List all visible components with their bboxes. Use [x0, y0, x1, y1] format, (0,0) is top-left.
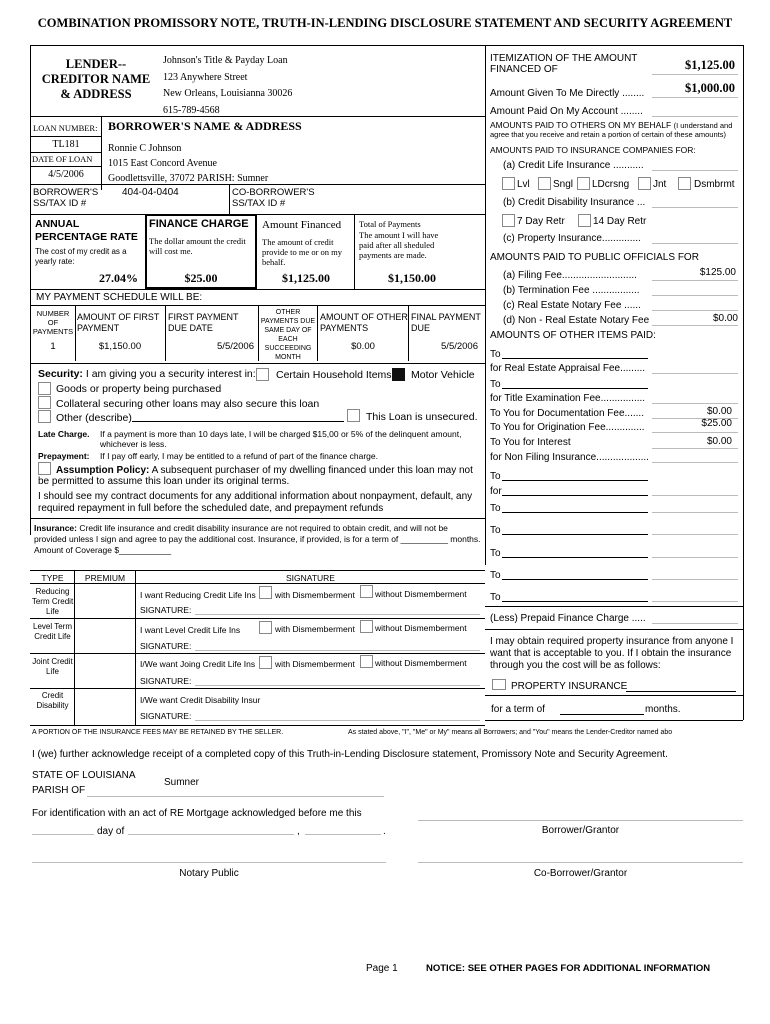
other-items-label: AMOUNTS OF OTHER ITEMS PAID:	[490, 330, 656, 341]
borrower-heading: BORROWER'S NAME & ADDRESS	[108, 119, 302, 133]
lender-address1: 123 Anywhere Street	[163, 71, 248, 83]
schedule-col-first-due: FIRST PAYMENT DUE DATE	[168, 312, 239, 333]
document-title: COMBINATION PROMISSORY NOTE, TRUTH-IN-LENDING DISCLOSURE STATEMENT AND SECURITY AGREEMENT	[37, 16, 733, 30]
borrower-ssn-label: BORROWER'S SS/TAX ID #	[33, 187, 99, 209]
assumption-text: A subsequent purchaser of my dwelling financed under this loan may not be permitted to assume this loan under its original terms.	[38, 465, 473, 487]
apr-value: 27.04%	[99, 271, 138, 285]
ins-sig-joint: SIGNATURE:	[140, 676, 192, 686]
unsecured-checkbox[interactable]	[347, 409, 360, 422]
state-label: STATE OF LOUISIANA	[32, 770, 136, 781]
insurance-block	[34, 523, 482, 556]
security-line	[38, 368, 256, 380]
credit-life-label: (a) Credit Life Insurance ...........	[503, 160, 644, 171]
joint-without-checkbox[interactable]	[360, 655, 373, 668]
paid-others-block	[490, 121, 742, 139]
to-line-3: To	[490, 471, 501, 482]
loan-date-label: DATE OF LOAN	[32, 154, 93, 164]
property-insurance-checkbox[interactable]	[492, 679, 506, 690]
sngl-label: Sngl	[553, 179, 574, 190]
contract-note: I should see my contract documents for any additional information about nonpayment, default, any required repayment in full before the scheduled date, and prepayment refunds	[38, 491, 473, 514]
schedule-heading: MY PAYMENT SCHEDULE WILL BE:	[36, 292, 203, 303]
origination-value: $25.00	[701, 418, 732, 429]
lvl-checkbox[interactable]	[502, 177, 515, 190]
household-label: Certain Household Items	[276, 369, 392, 381]
ins-want-reducing: I want Reducing Credit Life Ins	[140, 590, 256, 600]
appraisal-label: for Real Estate Appraisal Fee.........	[490, 363, 646, 374]
ins-type-level: Level Term Credit Life	[33, 622, 72, 641]
to-line-2: To	[490, 379, 501, 390]
finance-charge-value: $25.00	[184, 271, 218, 285]
schedule-col-amount-other: AMOUNT OF OTHER PAYMENTS	[320, 312, 408, 333]
ins-sig-level: SIGNATURE:	[140, 641, 192, 651]
total-payments-desc: The amount I will have paid after all sheduled payments are made.	[359, 230, 439, 260]
interest-value: $0.00	[706, 436, 732, 447]
documentation-label: To You for Documentation Fee.......	[490, 408, 644, 419]
jnt-checkbox[interactable]	[638, 177, 651, 190]
day-of-label: day of	[97, 826, 125, 837]
motor-vehicle-label: Motor Vehicle	[411, 369, 475, 381]
household-checkbox[interactable]	[256, 368, 269, 381]
level-with-checkbox[interactable]	[259, 621, 272, 634]
origination-label: To You for Origination Fee..............	[490, 422, 645, 433]
disability-label: (b) Credit Disability Insurance ...	[503, 197, 646, 208]
late-charge-label: Late Charge.	[38, 429, 90, 439]
total-payments-value: $1,150.00	[388, 271, 436, 285]
amount-given-value: $1,000.00	[685, 81, 735, 95]
schedule-amount-other: $0.00	[351, 341, 375, 352]
property-insurance-text: I may obtain required property insurance from anyone I want that is acceptable to you. If I obtain the insurance through you the cost will be as follows:	[490, 636, 734, 671]
joint-with-checkbox[interactable]	[259, 656, 272, 669]
filing-fee-value: $125.00	[699, 267, 736, 278]
insurance-text: Credit life insurance and credit disability insurance are not required to obtain credit, and will not be provided unless I sign and agree to pay the additional cost. Insurance, if provided, is for a term of __________ months. Amount of Coverage $___________	[34, 523, 481, 555]
ldcrsng-label: LDcrsng	[592, 179, 630, 190]
ins-type-disability: Credit Disability	[36, 691, 69, 710]
apr-desc: The cost of my credit as a yearly rate:	[35, 247, 127, 266]
parish-value: Sumner	[164, 777, 200, 788]
amount-financed-total: $1,125.00	[685, 58, 735, 72]
to-line-8: To	[490, 592, 501, 603]
security-label: Security:	[38, 368, 83, 380]
insurance-footer-left: A PORTION OF THE INSURANCE FEES MAY BE RETAINED BY THE SELLER.	[32, 729, 284, 736]
lender-info	[163, 53, 292, 119]
motor-vehicle-checkbox[interactable]	[392, 368, 405, 381]
retr14-label: 14 Day Retr	[593, 216, 647, 227]
late-charge-text: If a payment is more than 10 days late, I will be charged $15,00 or 5% of the delinquent amount, whichever is less.	[100, 429, 462, 449]
property-label: (c) Property Insurance..............	[503, 233, 641, 244]
goods-label: Goods or property being purchased	[56, 383, 222, 395]
acknowledgement: I (we) further acknowledge receipt of a completed copy of this Truth-in-Lending Disclosure statement, Promissory Note and Security Agreement.	[32, 749, 668, 760]
security-intro: I am giving you a security interest in:	[85, 368, 256, 380]
paid-others-note: (I understand and agree that you receive and retain a portion of certain of these amounts)	[490, 121, 733, 139]
period: .	[383, 826, 386, 837]
lvl-label: Lvl	[517, 179, 530, 190]
to-line-1: To	[490, 349, 501, 360]
ins-want-level: I want Level Credit Life Ins	[140, 625, 241, 635]
ins-with-level: with Dismemberment	[275, 624, 355, 634]
notary-fee-label: (c) Real Estate Notary Fee ......	[503, 300, 641, 311]
total-payments-label: Total of Payments	[359, 219, 421, 229]
lender-address2: New Orleans, Louisianna 30026	[163, 88, 293, 99]
documentation-value: $0.00	[706, 406, 732, 417]
notice: NOTICE: SEE OTHER PAGES FOR ADDITIONAL INFORMATION	[426, 963, 711, 974]
schedule-col-final: FINAL PAYMENT DUE	[411, 312, 481, 333]
prepaid-finance-label: (Less) Prepaid Finance Charge .....	[490, 613, 646, 624]
ins-sig-disability: SIGNATURE:	[140, 711, 192, 721]
sngl-checkbox[interactable]	[538, 177, 551, 190]
borrower-address2: Goodlettsville, 37072 PARISH: Sumner	[108, 173, 269, 184]
insurance-col-premium: PREMIUM	[84, 573, 126, 583]
dsmbrmt-checkbox[interactable]	[678, 177, 691, 190]
level-without-checkbox[interactable]	[360, 620, 373, 633]
amount-financed-label: Amount Financed	[262, 219, 342, 231]
exam-label: for Title Examination Fee................	[490, 393, 646, 404]
insurance-col-signature: SIGNATURE	[286, 573, 335, 583]
to-line-4: To	[490, 503, 501, 514]
to-line-7: To	[490, 570, 501, 581]
borrower-address1: 1015 East Concord Avenue	[108, 158, 217, 169]
ins-type-reducing: Reducing Term Credit Life	[31, 587, 74, 616]
ldcrsng-checkbox[interactable]	[577, 177, 590, 190]
borrower-details	[108, 141, 268, 186]
schedule-final-due: 5/5/2006	[441, 341, 478, 352]
prepayment-label: Prepayment:	[38, 451, 90, 461]
ins-sig-reducing: SIGNATURE:	[140, 605, 192, 615]
nonfiling-notary-label: (d) Non - Real Estate Notary Fee	[503, 315, 650, 326]
page-number: Page 1	[366, 963, 398, 974]
ins-with-reducing: with Dismemberment	[275, 590, 355, 600]
dsmbrmt-label: Dsmbrmt	[694, 179, 735, 190]
paid-account-label: Amount Paid On My Account ........	[490, 106, 643, 117]
lender-heading: LENDER-- CREDITOR NAME & ADDRESS	[41, 57, 151, 101]
schedule-col-amount-first: AMOUNT OF FIRST PAYMENT	[77, 312, 160, 333]
ins-without-reducing: without Dismemberment	[375, 589, 467, 599]
borrower-grantor-label: Borrower/Grantor	[541, 825, 620, 836]
ins-want-joint: I/We want Joing Credit Life Ins	[140, 659, 256, 669]
schedule-number: 1	[50, 341, 56, 352]
ins-with-joint: with Dismemberment	[275, 659, 355, 669]
comma: ,	[297, 826, 300, 837]
assumption-block	[38, 465, 478, 487]
termination-fee-label: (b) Termination Fee .................	[503, 285, 640, 296]
notary-public-label: Notary Public	[179, 868, 239, 879]
insurance-companies-label: AMOUNTS PAID TO INSURANCE COMPANIES FOR:	[490, 145, 696, 155]
other-label: Other (describe)	[56, 412, 132, 424]
finance-charge-label: FINANCE CHARGE	[149, 218, 249, 230]
retr7-label: 7 Day Retr	[517, 216, 565, 227]
collateral-label: Collateral securing other loans may also secure this loan	[56, 398, 320, 410]
coborrower-ssn-label: CO-BORROWER'S SS/TAX ID #	[232, 187, 315, 209]
schedule-col-other: OTHER PAYMENTS DUE SAME DAY OF EACH SUCCEEDING MONTH	[260, 309, 316, 361]
identification-text: For identification with an act of RE Mortgage acknowledged before me this	[32, 808, 362, 819]
itemization-heading: ITEMIZATION OF THE AMOUNT FINANCED OF	[490, 53, 638, 75]
ins-without-joint: without Dismemberment	[375, 658, 467, 668]
schedule-first-due: 5/5/2006	[217, 341, 254, 352]
nonfiling-ins-label: for Non Filing Insurance...................	[490, 452, 649, 463]
months-label: months.	[645, 704, 681, 715]
collateral-checkbox[interactable]	[38, 396, 51, 409]
coborrower-grantor-label: Co-Borrower/Grantor	[533, 868, 628, 879]
borrower-ssn: 404-04-0404	[122, 187, 179, 198]
loan-date: 4/5/2006	[48, 169, 84, 180]
ins-want-disability: I/We want Credit Disability Insur	[140, 695, 261, 705]
to-line-6: To	[490, 548, 501, 559]
retr7-checkbox[interactable]	[502, 214, 515, 227]
loan-number-label: LOAN NUMBER:	[33, 123, 98, 133]
unsecured-label: This Loan is unsecured.	[366, 411, 478, 423]
parish-label: PARISH OF	[32, 785, 86, 796]
apr-label: ANNUAL PERCENTAGE RATE	[35, 218, 138, 243]
insurance-col-type: TYPE	[41, 573, 64, 583]
borrower-name: Ronnie C Johnson	[108, 143, 182, 154]
retr14-checkbox[interactable]	[578, 214, 591, 227]
amount-financed-value: $1,125.00	[282, 271, 330, 285]
property-insurance-label: PROPERTY INSURANCE	[511, 681, 628, 692]
reducing-without-checkbox[interactable]	[360, 585, 373, 598]
insurance-footer-right: As stated above, "I", "Me" or My" means all Borrowers; and "You" means the Lender-Creditor named abo	[348, 729, 673, 736]
amount-financed-desc: The amount of credit provide to me or on my behalf.	[262, 237, 343, 267]
schedule-amount-first: $1,150.00	[98, 341, 142, 352]
paid-others-label: AMOUNTS PAID TO OTHERS ON MY BEHALF	[490, 120, 672, 130]
jnt-label: Jnt	[653, 179, 667, 190]
public-officials-label: AMOUNTS PAID TO PUBLIC OFFICIALS FOR	[490, 252, 699, 263]
to-line-5: To	[490, 525, 501, 536]
goods-checkbox[interactable]	[38, 382, 51, 395]
ins-without-level: without Dismemberment	[375, 623, 467, 633]
amount-given-label: Amount Given To Me Directly ........	[490, 88, 645, 99]
other-checkbox[interactable]	[38, 410, 51, 423]
lender-phone: 615-789-4568	[163, 104, 220, 116]
loan-number: TL181	[52, 139, 80, 150]
prepayment-text: If I pay off early, I may be entitled to a refund of part of the finance charge.	[100, 451, 378, 461]
schedule-col-number: NUMBER OF PAYMENTS	[32, 309, 74, 336]
reducing-with-checkbox[interactable]	[259, 586, 272, 599]
assumption-label: Assumption Policy:	[56, 465, 150, 476]
term-label: for a term of	[491, 704, 545, 715]
nonfiling-notary-value: $0.00	[712, 313, 738, 324]
filing-fee-label: (a) Filing Fee...........................	[503, 270, 637, 281]
for-line-1: for	[490, 486, 502, 497]
finance-charge-desc: The dollar amount the credit will cost me.	[149, 236, 246, 256]
lender-name: Johnson's Title & Payday Loan	[163, 55, 288, 66]
interest-label: To You for Interest	[490, 437, 571, 448]
ins-type-joint: Joint Credit Life	[32, 657, 73, 676]
insurance-label: Insurance:	[34, 523, 77, 533]
